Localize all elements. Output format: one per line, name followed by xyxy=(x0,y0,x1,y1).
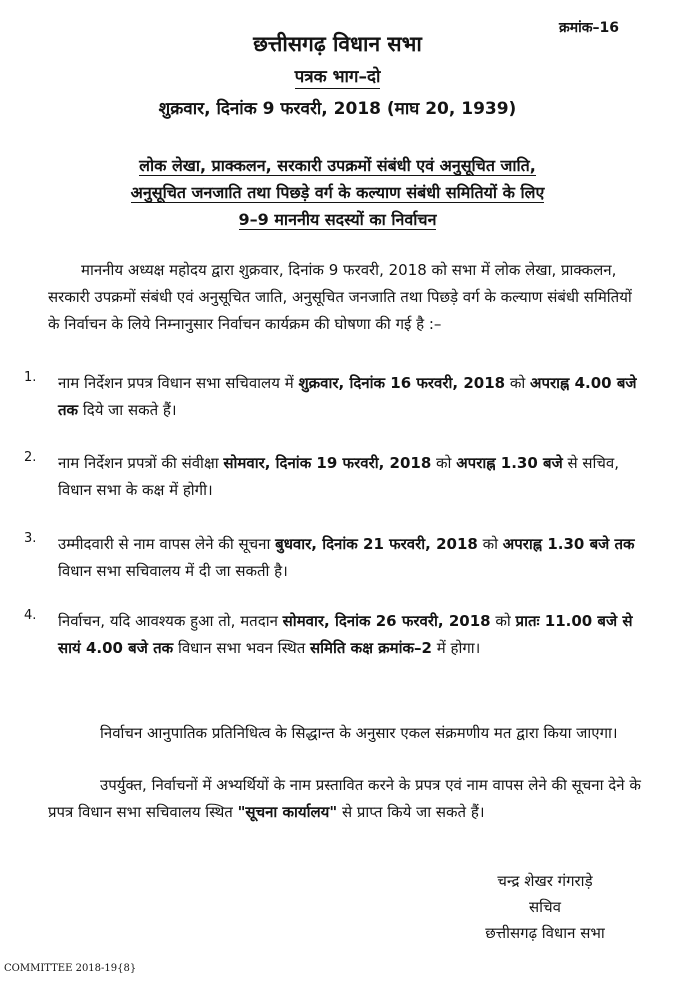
signature-block xyxy=(440,868,650,946)
signatory-organisation: छत्तीसगढ़ विधान सभा xyxy=(485,924,605,942)
footer-code: COMMITTEE 2018-19{8} xyxy=(4,963,137,974)
schedule-item: 2. नाम निर्देशन प्रपत्रों की संवीक्षा सोमवार, दिनांक 19 फरवरी, 2018 को अपराह्न 1.30 बजे से सचिव, विधान सभा के कक्ष में होगी। xyxy=(24,450,620,499)
heading-line-1: लोक लेखा, प्राक्कलन, सरकारी उपक्रमों संबंधी एवं अनुसूचित जाति, xyxy=(139,156,536,175)
schedule-item: 1. नाम निर्देशन प्रपत्र विधान सभा सचिवालय में शुक्रवार, दिनांक 16 फरवरी, 2018 को अपराह्न 4.00 बजे तक दिये जा सकते हैं। xyxy=(24,370,637,419)
assembly-title: छत्तीसगढ़ विधान सभा xyxy=(253,32,422,56)
item-number: 3. xyxy=(24,531,37,546)
voting-method-note: निर्वाचन आनुपातिक प्रतिनिधित्व के सिद्धान्त के अनुसार एकल संक्रमणीय मत द्वारा किया जाएगा। xyxy=(100,724,618,742)
signatory-name: चन्द्र शेखर गंगराड़े xyxy=(497,872,593,890)
heading-line-3: 9–9 माननीय सदस्यों का निर्वाचन xyxy=(238,210,437,229)
schedule-item: 4. निर्वाचन, यदि आवश्यक हुआ तो, मतदान सोमवार, दिनांक 26 फरवरी, 2018 को प्रातः 11.00 बजे से सायं 4.00 बजे तक विधान सभा भवन स्थित समिति कक्ष क्रमांक–2 में होगा। xyxy=(24,608,633,657)
item-number: 1. xyxy=(24,370,37,385)
serial-number: क्रमांक–16 xyxy=(559,20,619,36)
signatory-designation: सचिव xyxy=(529,898,561,916)
schedule-item: 3. उम्मीदवारी से नाम वापस लेने की सूचना बुधवार, दिनांक 21 फरवरी, 2018 को अपराह्न 1.30 बजे तक विधान सभा सचिवालय में दी जा सकती है। xyxy=(24,531,635,580)
notice-heading xyxy=(40,152,635,233)
intro-paragraph: माननीय अध्यक्ष महोदय द्वारा शुक्रवार, दिनांक 9 फरवरी, 2018 को सभा में लोक लेखा, प्राक्कलन, सरकारी उपक्रमों संबंधी एवं अनुसूचित जाति, अनुसूचित जनजाति तथा पिछड़े वर्ग के कल्याण संबंधी समितियों के निर्वाचन के लिये निम्नानुसार निर्वाचन कार्यक्रम की घोषणा की गई है :– xyxy=(48,261,632,333)
item-number: 2. xyxy=(24,450,37,465)
item-number: 4. xyxy=(24,608,37,623)
forms-availability-note: उपर्युक्त, निर्वाचनों में अभ्यर्थियों के नाम प्रस्तावित करने के प्रपत्र एवं नाम वापस लेने की सूचना देने के प्रपत्र विधान सभा सचिवालय स्थित "सूचना कार्यालय" से प्राप्त किये जा सकते हैं। xyxy=(48,776,641,821)
heading-line-2: अनुसूचित जनजाति तथा पिछड़े वर्ग के कल्याण संबंधी समितियों के लिए xyxy=(130,183,545,202)
date-line: शुक्रवार, दिनांक 9 फरवरी, 2018 (माघ 20, 1939) xyxy=(158,99,517,119)
bulletin-part: पत्रक भाग–दो xyxy=(294,67,381,87)
